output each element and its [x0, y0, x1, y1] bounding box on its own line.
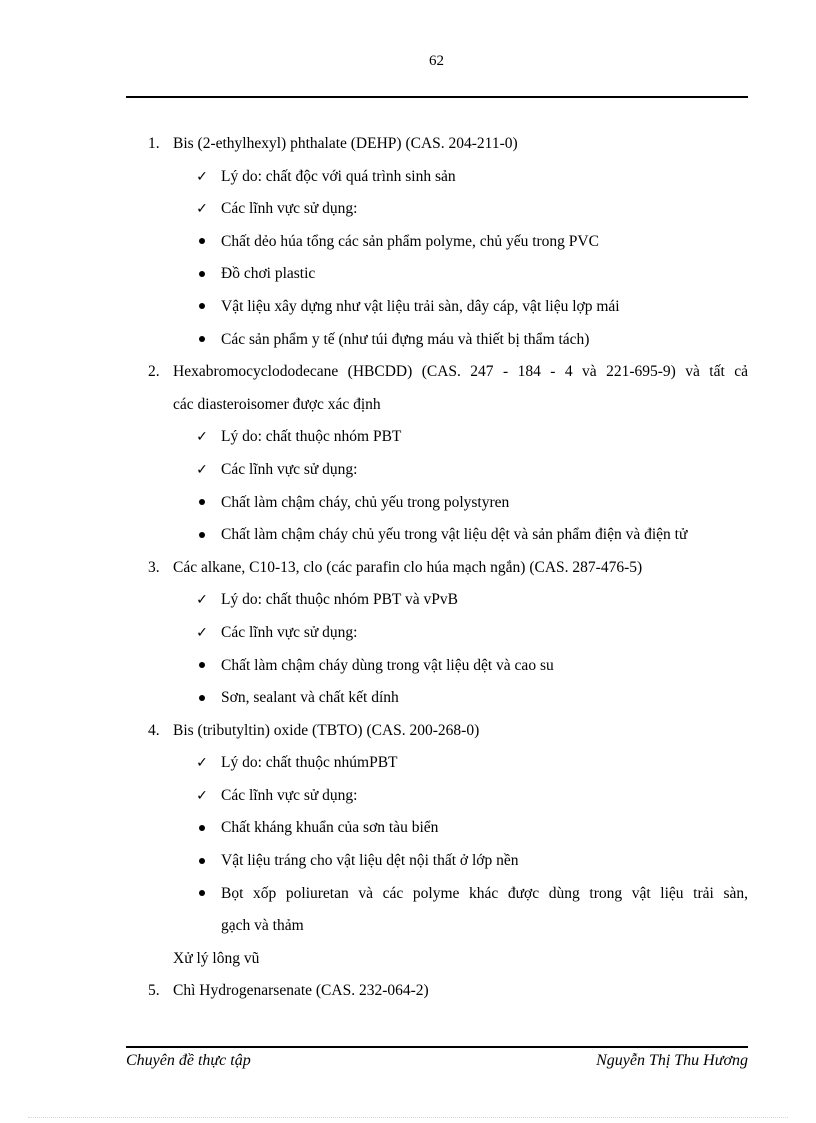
- item-text: Chì Hydrogenarsenate (CAS. 232-064-2): [173, 982, 429, 1000]
- check-item: [126, 785, 748, 818]
- checkmark-icon: ✓: [196, 787, 208, 804]
- item-text: Các alkane, C10-13, clo (các parafin clo húa mạch ngắn) (CAS. 287-476-5): [173, 558, 643, 576]
- bullet-icon: [194, 524, 210, 546]
- bullet-item: [126, 687, 748, 720]
- bullet-icon: [194, 263, 210, 285]
- bullet-item: [126, 524, 748, 557]
- bullet-icon: [194, 883, 210, 905]
- continuation-line: [126, 948, 748, 981]
- sub-item-text: Các lĩnh vực sử dụng:: [221, 460, 358, 478]
- check-item: [126, 589, 748, 622]
- sub-item-text: Lý do: chất thuộc nhúmPBT: [221, 754, 398, 772]
- sub-item-text: Các lĩnh vực sử dụng:: [221, 200, 358, 218]
- bullet-icon: [194, 329, 210, 351]
- document-body: [126, 133, 748, 1013]
- item-number: 5.: [148, 982, 160, 1000]
- item-text: các diasteroisomer được xác định: [173, 395, 381, 413]
- item-text: Bis (2-ethylhexyl) phthalate (DEHP) (CAS. 204-211-0): [173, 135, 518, 152]
- numbered-item: [126, 557, 748, 590]
- bullet-icon: [194, 492, 210, 514]
- sub-item-text: Bọt xốp poliuretan và các polyme khác được dùng trong vật liệu trải sàn,: [221, 884, 748, 902]
- item-number: 2.: [148, 363, 160, 381]
- bullet-icon: [194, 850, 210, 872]
- numbered-item: [126, 361, 748, 394]
- sub-item-text: Sơn, sealant và chất kết dính: [221, 689, 399, 707]
- sub-item-text: Vật liệu xây dựng như vật liệu trải sàn, dây cáp, vật liệu lợp mái: [221, 297, 620, 315]
- checkmark-icon: ✓: [196, 201, 208, 218]
- item-text: Xử lý lông vũ: [173, 949, 260, 967]
- numbered-item: [126, 980, 748, 1013]
- checkmark-icon: ✓: [196, 755, 208, 772]
- checkmark-icon: ✓: [196, 429, 208, 446]
- item-text: Bis (tributyltin) oxide (TBTO) (CAS. 200-268-0): [173, 721, 480, 739]
- check-item: [126, 752, 748, 785]
- sub-item-text: Chất làm chậm cháy chủ yếu trong vật liệu dệt và sản phẩm điện và điện tử: [221, 526, 688, 544]
- bullet-icon: [194, 817, 210, 839]
- continuation-line: [126, 394, 748, 427]
- footer-rule: [126, 1046, 748, 1048]
- checkmark-icon: ✓: [196, 592, 208, 609]
- bullet-icon: [194, 655, 210, 677]
- numbered-item: [126, 720, 748, 753]
- bullet-item: [126, 492, 748, 525]
- check-item: [126, 198, 748, 231]
- page-number: 62: [429, 53, 444, 69]
- sub-item-text: Đồ chơi plastic: [221, 265, 316, 283]
- item-number: 4.: [148, 721, 160, 739]
- sub-item-text: Vật liệu tráng cho vật liệu dệt nội thất ở lớp nền: [221, 852, 519, 870]
- footer-right-text: Nguyễn Thị Thu Hương: [596, 1052, 748, 1069]
- bullet-item: [126, 329, 748, 362]
- sub-item-text: Lý do: chất thuộc nhóm PBT và vPvB: [221, 591, 458, 609]
- sub-item-text: Chất làm chậm cháy dùng trong vật liệu dệt và cao su: [221, 656, 554, 674]
- footer-left-text: Chuyên đề thực tập: [126, 1052, 251, 1069]
- sub-item-text: Các lĩnh vực sử dụng:: [221, 623, 358, 641]
- bullet-item: [126, 263, 748, 296]
- bullet-icon: [194, 231, 210, 253]
- check-item: [126, 459, 748, 492]
- bullet-item: [126, 850, 748, 883]
- item-text: Hexabromocyclododecane (HBCDD) (CAS. 247 - 184 - 4 và 221-695-9) và tất cả: [173, 363, 748, 381]
- sub-item-text: Các sản phẩm y tế (như túi đựng máu và thiết bị thẩm tách): [221, 330, 590, 348]
- sub-item-continuation: [126, 915, 748, 948]
- header-rule: [126, 96, 748, 98]
- sub-item-text: Lý do: chất độc với quá trình sinh sản: [221, 167, 456, 185]
- bullet-icon: [194, 296, 210, 318]
- sub-item-text: Chất dẻo húa tổng các sản phẩm polyme, chủ yếu trong PVC: [221, 232, 599, 250]
- sub-item-text: Chất kháng khuẩn của sơn tàu biển: [221, 819, 439, 837]
- bullet-item: [126, 231, 748, 264]
- checkmark-icon: ✓: [196, 461, 208, 478]
- sub-item-text: Các lĩnh vực sử dụng:: [221, 786, 358, 804]
- sub-item-text: gạch và thảm: [221, 917, 304, 935]
- item-number: 1.: [148, 135, 160, 152]
- sub-item-text: Chất làm chậm cháy, chủ yếu trong polystyren: [221, 493, 510, 511]
- check-item: [126, 622, 748, 655]
- check-item: [126, 166, 748, 199]
- bullet-item: [126, 817, 748, 850]
- page-bottom-border: [28, 1117, 788, 1118]
- item-number: 3.: [148, 558, 160, 576]
- check-item: [126, 426, 748, 459]
- bullet-item: [126, 655, 748, 688]
- sub-item-text: Lý do: chất thuộc nhóm PBT: [221, 428, 402, 446]
- bullet-icon: [194, 687, 210, 709]
- bullet-item: [126, 883, 748, 916]
- checkmark-icon: ✓: [196, 624, 208, 641]
- bullet-item: [126, 296, 748, 329]
- numbered-item: [126, 133, 748, 166]
- checkmark-icon: ✓: [196, 168, 208, 185]
